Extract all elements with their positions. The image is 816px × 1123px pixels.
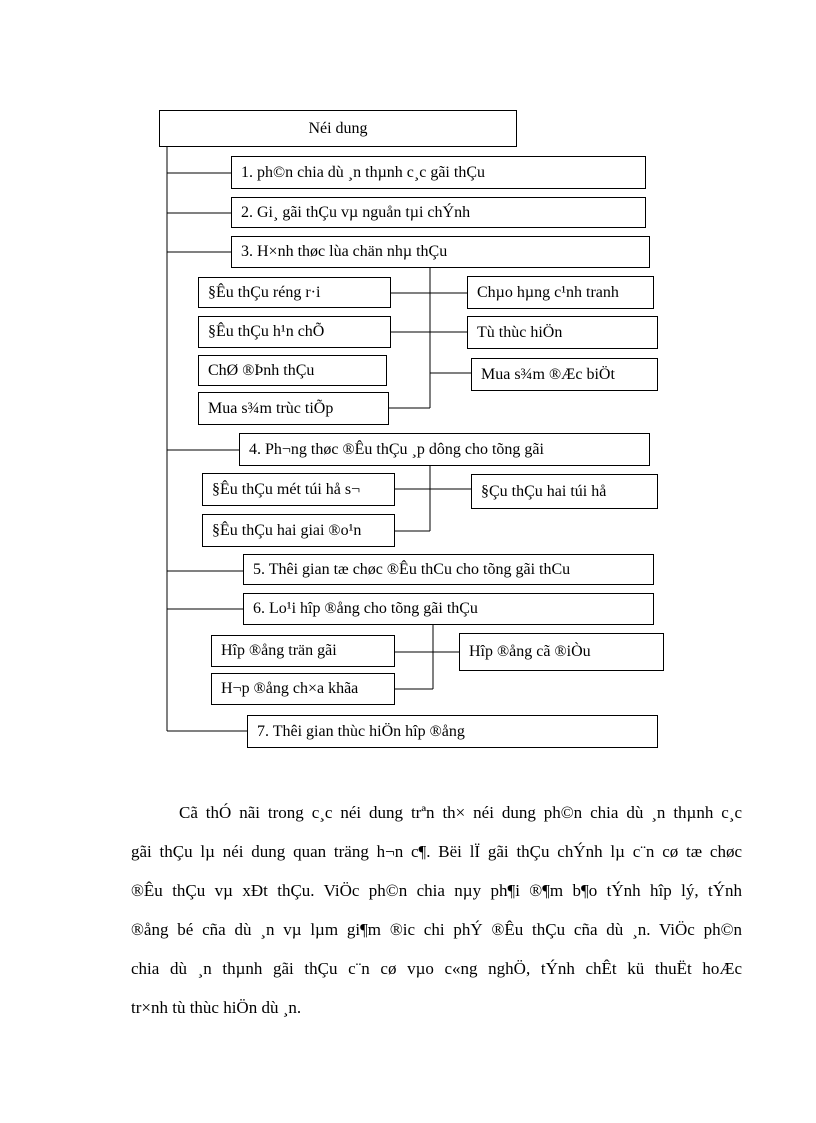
item-3-left-3-label: ChØ ®Þnh thÇu [208,361,315,379]
item-3-left-4 [198,392,389,425]
item-3-left-3 [198,355,387,386]
item-3-right-1-label: Chµo hµng c¹nh tranh [477,283,619,301]
paragraph-line: chia dù ¸n thµnh gãi thÇu c¨n cø vµo c«ng nghÖ, tÝnh chÊt kü thuËt hoÆc [131,959,742,978]
paragraph-line: ®ång bé cña dù ¸n vµ lµm gi¶m ®ic chi phÝ ®Êu thÇu cña dù ¸n. ViÖc ph©n [131,920,742,939]
root-box [159,110,517,147]
item-2-label: 2. Gi¸ gãi thÇu vµ nguån tµi chÝnh [241,203,471,221]
item-5-box [243,554,654,585]
item-3-right-1 [467,276,654,309]
item-4-label: 4. Ph¬ng thøc ®Êu thÇu ¸p dông cho tõng gãi [249,440,544,458]
item-3-left-2 [198,316,391,348]
item-3-right-3 [471,358,658,391]
item-3-label: 3. H×nh thøc lùa chän nhµ thÇu [241,243,448,260]
item-6-right [459,633,664,671]
item-4-left-2 [202,514,395,547]
item-4-right [471,474,658,509]
root-label: Néi dung [308,119,368,137]
body-paragraph [131,793,742,1027]
paragraph-line: tr×nh tù thùc hiÖn dù ¸n. [131,998,302,1017]
item-7-box [247,715,658,748]
item-4-left-2-label: §Êu thÇu hai giai ®o¹n [212,521,362,539]
item-2-box [231,197,646,228]
item-6-left-2 [211,673,395,705]
item-7-label: 7. Thêi gian thùc hiÖn hîp ®ång [257,722,465,740]
item-3-box [231,236,650,268]
item-4-left-1-label: §Êu thÇu mét túi hå s¬ [212,480,361,498]
item-3-right-2-label: Tù thùc hiÖn [477,323,563,341]
item-6-left-1 [211,635,395,667]
item-6-right-label: Hîp ®ång cã ®iÒu [469,643,591,660]
paragraph-line: Cã thÓ nãi trong c¸c néi dung trªn th× néi dung ph©n chia dù ¸n thµnh c¸c [179,803,742,822]
item-6-label: 6. Lo¹i hîp ®ång cho tõng gãi thÇu [253,600,478,617]
item-3-left-1 [198,277,391,308]
item-4-left-1 [202,473,395,506]
item-4-box [239,433,650,466]
paragraph-line: gãi thÇu lµ néi dung quan träng h¬n c¶. Bëi lÏ gãi thÇu chÝnh lµ c¨n cø tæ chøc [131,842,742,861]
item-5-label: 5. Thêi gian tæ chøc ®Êu thCu cho tõng gãi thCu [253,560,571,578]
item-1-label: 1. ph©n chia dù ¸n thµnh c¸c gãi thÇu [241,163,485,181]
paragraph-line: ®Êu thÇu vµ xÐt thÇu. ViÖc ph©n chia nµy ph¶i ®¶m b¶o tÝnh hîp lý, tÝnh [131,881,742,900]
item-6-box [243,593,654,625]
item-3-right-3-label: Mua s¾m ®Æc biÖt [481,365,615,383]
item-6-left-1-label: Hîp ®ång trän gãi [221,642,337,659]
item-6-left-2-label: H¬p ®ång ch×a khãa [221,680,359,697]
item-3-right-2 [467,316,658,349]
item-3-left-4-label: Mua s¾m trùc tiÕp [208,399,334,417]
item-3-left-2-label: §Êu thÇu h¹n chÕ [208,323,325,340]
item-3-left-1-label: §Êu thÇu réng r·i [208,283,321,301]
item-1-box [231,156,646,189]
item-4-right-label: §Çu thÇu hai túi hå [481,482,607,500]
